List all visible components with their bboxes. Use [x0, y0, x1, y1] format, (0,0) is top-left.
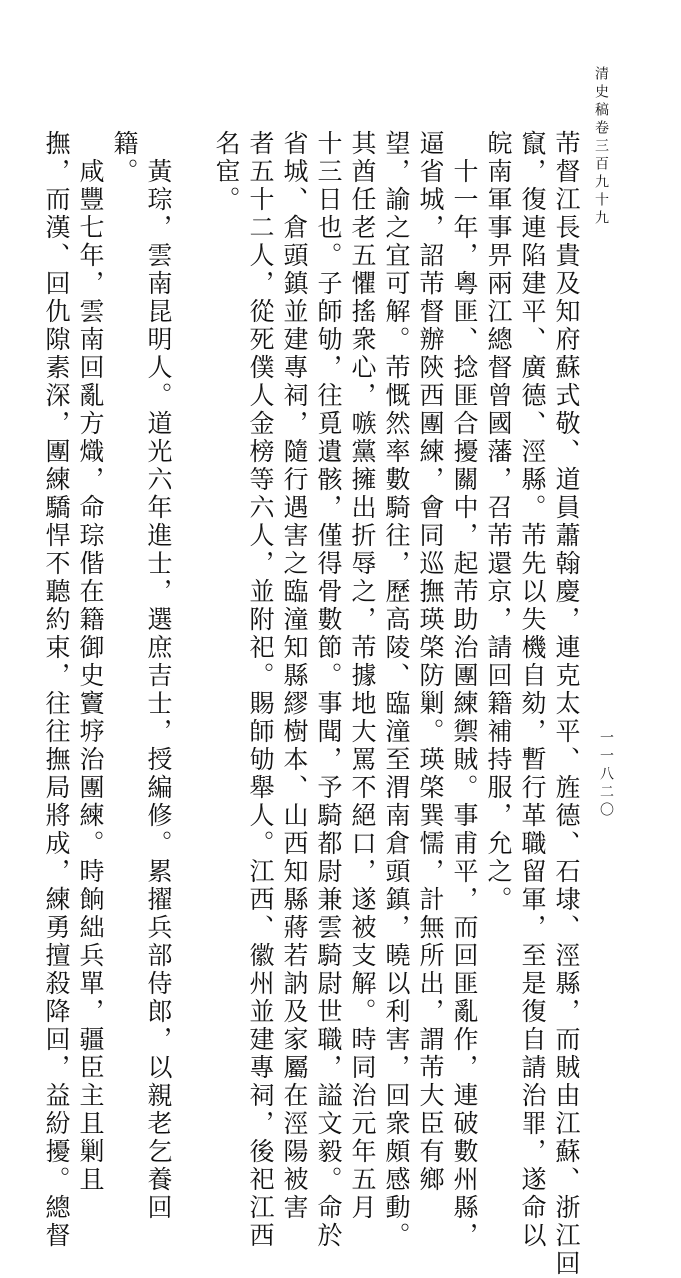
text-column: 十一年，粵匪、捻匪合擾關中，起芾助治團練禦賊。事甫平，而回匪亂作，連破數州縣，: [450, 130, 479, 1250]
text-column: 者五十二人，從死僕人金榜等六人，並附祀。賜師劬舉人。江西、徽州並建專祠，後祀江西: [246, 130, 275, 1250]
text-column: 撫，而漢、回仇隙素深，團練驕悍不聽約束，往往撫局將成，練勇擅殺降回，益紛擾。總督: [42, 130, 71, 1250]
text-column: 芾督江長貴及知府蘇式敬、道員蕭翰慶，連克太平、旌德、石埭、涇縣，而賊由江蘇、浙江回: [552, 130, 581, 1278]
text-column: 竄，復連陷建平、廣德、涇縣。芾先以失機自劾，暫行革職留軍，至是復自請治罪，遂命以: [518, 130, 547, 1250]
running-title: 清史稿卷三百九十九: [593, 66, 609, 228]
text-column: 其酋任老五懼搖衆心，嗾黨擁出折辱之，芾據地大罵不絕口，遂被支解。時同治元年五月: [348, 130, 377, 1222]
text-column: 省城、倉頭鎮並建專祠，隨行遇害之臨潼知縣繆樹本、山西知縣蔣若訥及家屬在涇陽被害: [280, 130, 309, 1222]
text-column: 逼省城，詔芾督辦陝西團練，會同巡撫瑛棨防剿。瑛棨巽懦，計無所出，謂芾大臣有鄉: [416, 130, 445, 1194]
text-column: 黃琮，雲南昆明人。道光六年進士，選庶吉士，授編修。累擢兵部侍郎，以親老乞養回: [144, 130, 173, 1222]
page-number: 一一八二〇: [598, 730, 614, 820]
text-column: 皖南軍事畀兩江總督曾國藩，召芾還京，請回籍補持服，允之。: [484, 130, 513, 914]
text-column: 十三日也。子師劬，往覓遺骸，僅得骨數節。事聞，予騎都尉兼雲騎尉世職，謚文毅。命於: [314, 130, 343, 1250]
text-column: 咸豐七年，雲南回亂方熾，命琮偕在籍御史竇垿治團練。時餉絀兵單，疆臣主且剿且: [76, 130, 105, 1194]
text-column: 名宦。: [212, 130, 241, 214]
text-column: 籍。: [110, 130, 139, 186]
text-column: 望，諭之宜可解。芾慨然率數騎往，歷高陵、臨潼至渭南倉頭鎮，曉以利害，回衆頗感動。: [382, 130, 411, 1250]
body-text: [42, 100, 581, 1278]
